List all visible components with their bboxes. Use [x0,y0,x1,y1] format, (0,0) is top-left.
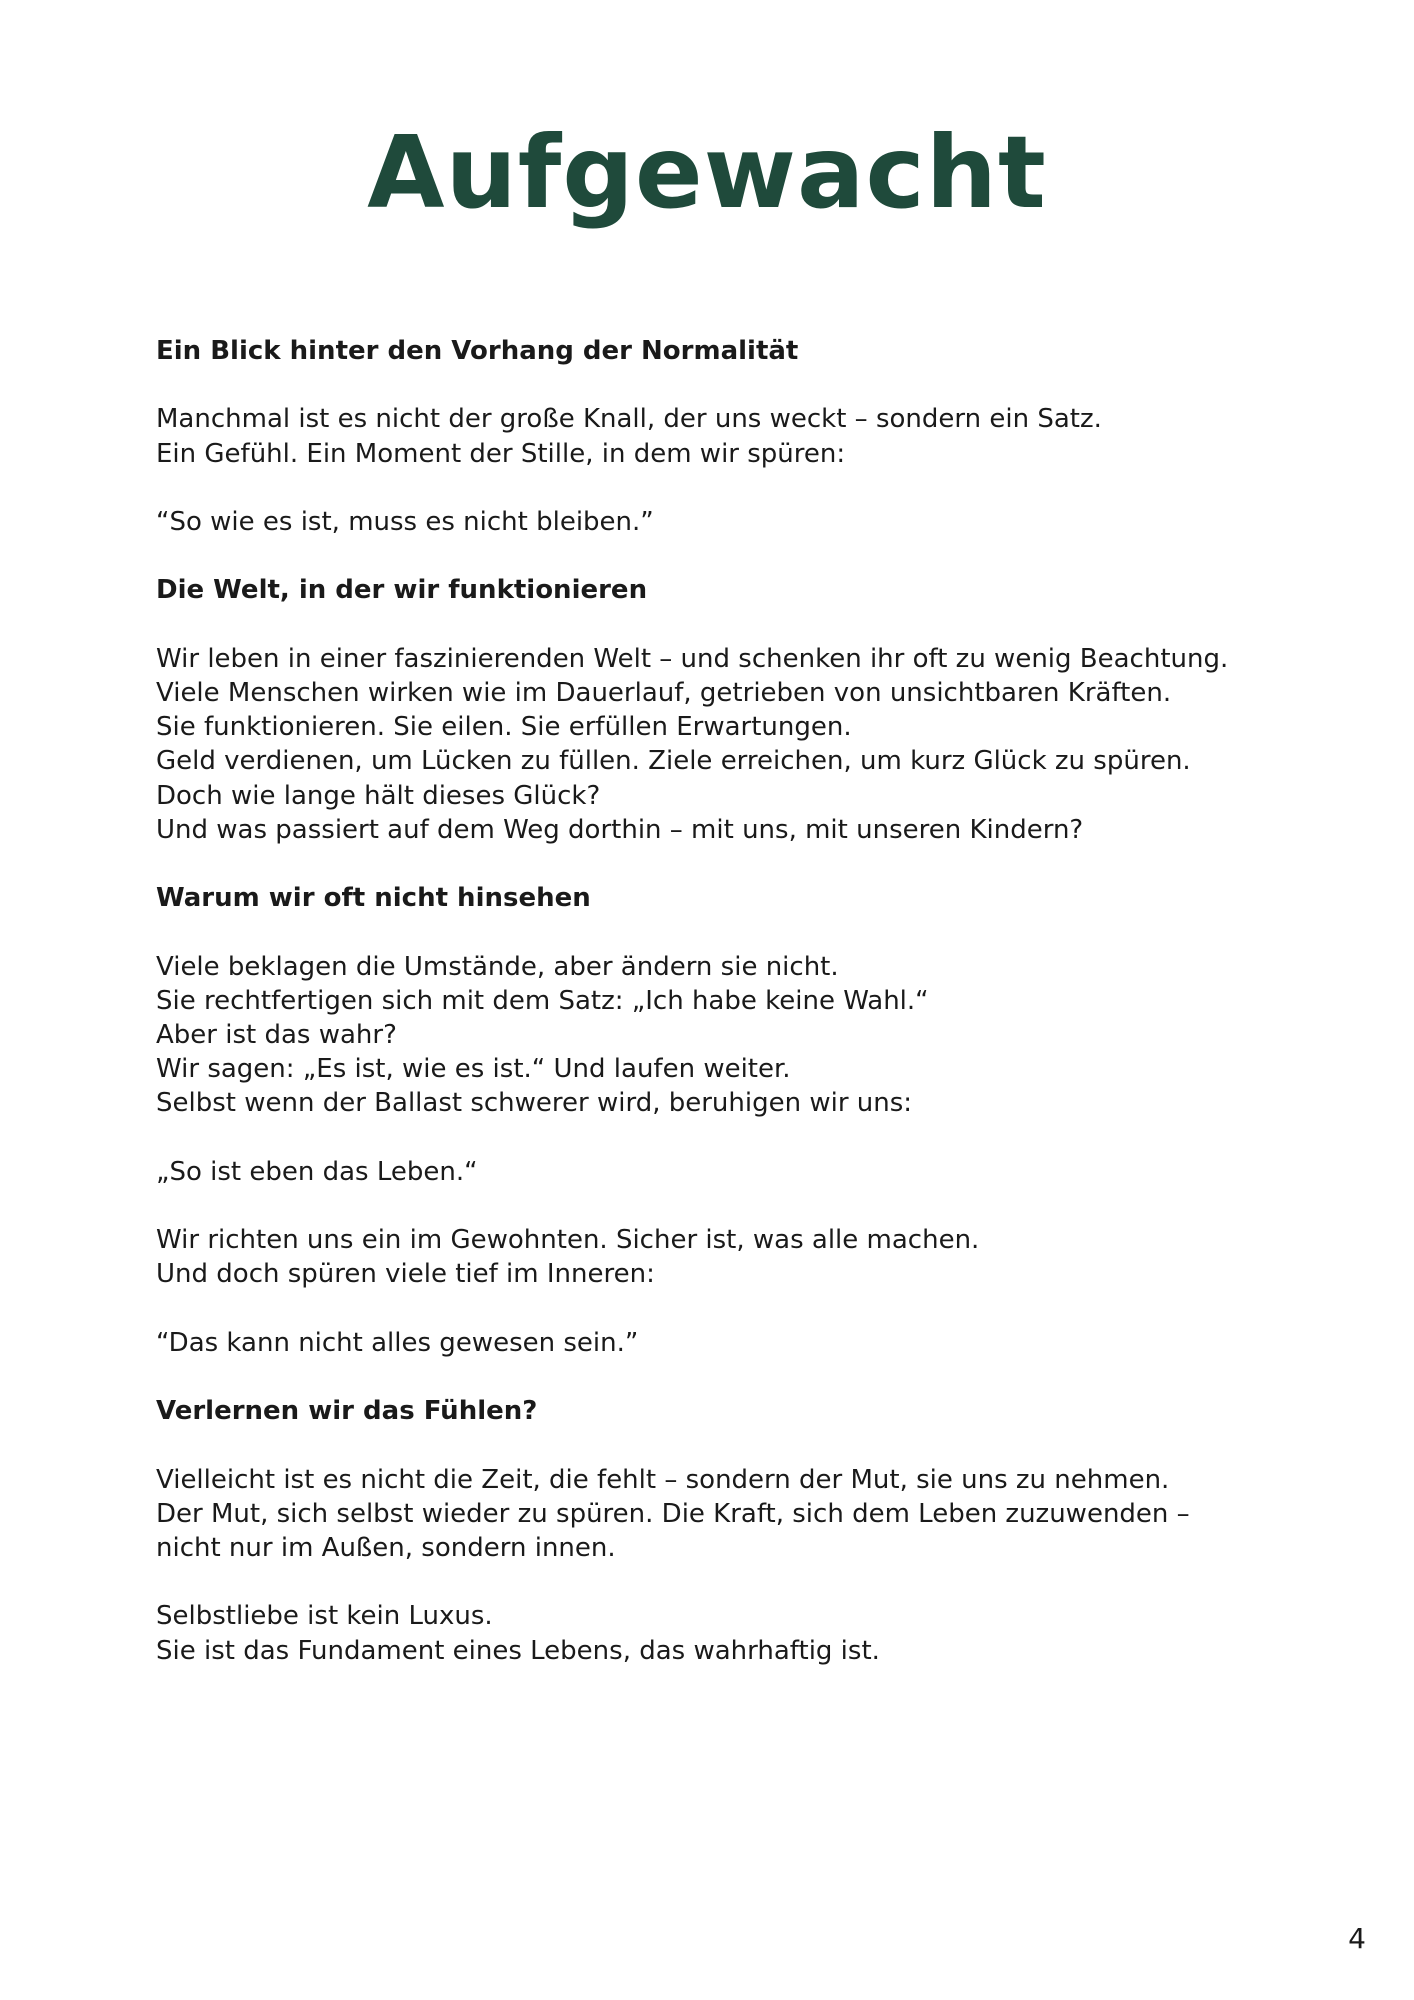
text-line: Doch wie lange hält dieses Glück? [156,780,601,811]
text-line: “So wie es ist, muss es nicht bleiben.” [156,506,654,537]
section [156,539,1296,847]
text-line: Manchmal ist es nicht der große Knall, der uns weckt – sondern ein Satz. [156,404,1102,435]
section-spacer [156,1360,1296,1394]
paragraph [156,1463,1296,1566]
paragraph-spacer [156,1428,1296,1462]
text-line: „So ist eben das Leben.“ [156,1156,478,1187]
section-heading: Verlernen wir das Fühlen? [156,1396,538,1427]
paragraph-spacer [156,471,1296,505]
page-title: Aufgewacht [367,114,1047,231]
text-line: Sie ist das Fundament eines Lebens, das wahrhaftig ist. [156,1635,880,1666]
document-body [156,334,1296,1668]
paragraph-spacer [156,1189,1296,1223]
text-line: Geld verdienen, um Lücken zu füllen. Ziele erreichen, um kurz Glück zu spüren. [156,746,1191,777]
text-line: Vielleicht ist es nicht die Zeit, die fehlt – sondern der Mut, sie uns zu nehmen. [156,1464,1170,1495]
text-line: Und was passiert auf dem Weg dorthin – mit uns, mit unseren Kindern? [156,814,1084,845]
paragraph [156,1223,1296,1291]
paragraph [156,642,1296,847]
paragraph [156,1599,1296,1667]
text-line: Selbstliebe ist kein Luxus. [156,1601,493,1632]
section [156,847,1296,1360]
paragraph [156,505,1296,539]
text-line: Sie rechtfertigen sich mit dem Satz: „Ich habe keine Wahl.“ [156,985,929,1016]
paragraph [156,950,1296,1121]
text-line: nicht nur im Außen, sondern innen. [156,1532,616,1563]
section [156,334,1296,539]
paragraph-spacer [156,608,1296,642]
section-heading: Ein Blick hinter den Vorhang der Normalität [156,336,799,366]
text-line: Selbst wenn der Ballast schwerer wird, beruhigen wir uns: [156,1088,913,1119]
section-spacer [156,847,1296,881]
paragraph-spacer [156,915,1296,949]
text-line: Viele beklagen die Umstände, aber ändern sie nicht. [156,951,839,982]
text-line: Wir richten uns ein im Gewohnten. Sicher ist, was alle machen. [156,1225,980,1256]
paragraph [156,402,1296,470]
text-line: Viele Menschen wirken wie im Dauerlauf, getrieben von unsichtbaren Kräften. [156,677,1172,708]
section-heading: Die Welt, in der wir funktionieren [156,575,648,606]
text-line: Und doch spüren viele tief im Inneren: [156,1259,655,1290]
section-heading: Warum wir oft nicht hinsehen [156,883,591,914]
section-spacer [156,539,1296,573]
text-line: Der Mut, sich selbst wieder zu spüren. Die Kraft, sich dem Leben zuzuwenden – [156,1498,1190,1529]
text-line: Wir leben in einer faszinierenden Welt – und schenken ihr oft zu wenig Beachtung. [156,643,1229,674]
section [156,1360,1296,1668]
text-line: Aber ist das wahr? [156,1019,397,1050]
text-line: Wir sagen: „Es ist, wie es ist.“ Und laufen weiter. [156,1054,791,1085]
text-line: Sie funktionieren. Sie eilen. Sie erfüllen Erwartungen. [156,712,852,743]
paragraph [156,1326,1296,1360]
paragraph-spacer [156,1292,1296,1326]
paragraph-spacer [156,1121,1296,1155]
paragraph-spacer [156,1565,1296,1599]
page-number: 4 [1348,1922,1366,1955]
text-line: “Das kann nicht alles gewesen sein.” [156,1327,639,1358]
text-line: Ein Gefühl. Ein Moment der Stille, in dem wir spüren: [156,438,846,469]
paragraph [156,1155,1296,1189]
paragraph-spacer [156,368,1296,402]
